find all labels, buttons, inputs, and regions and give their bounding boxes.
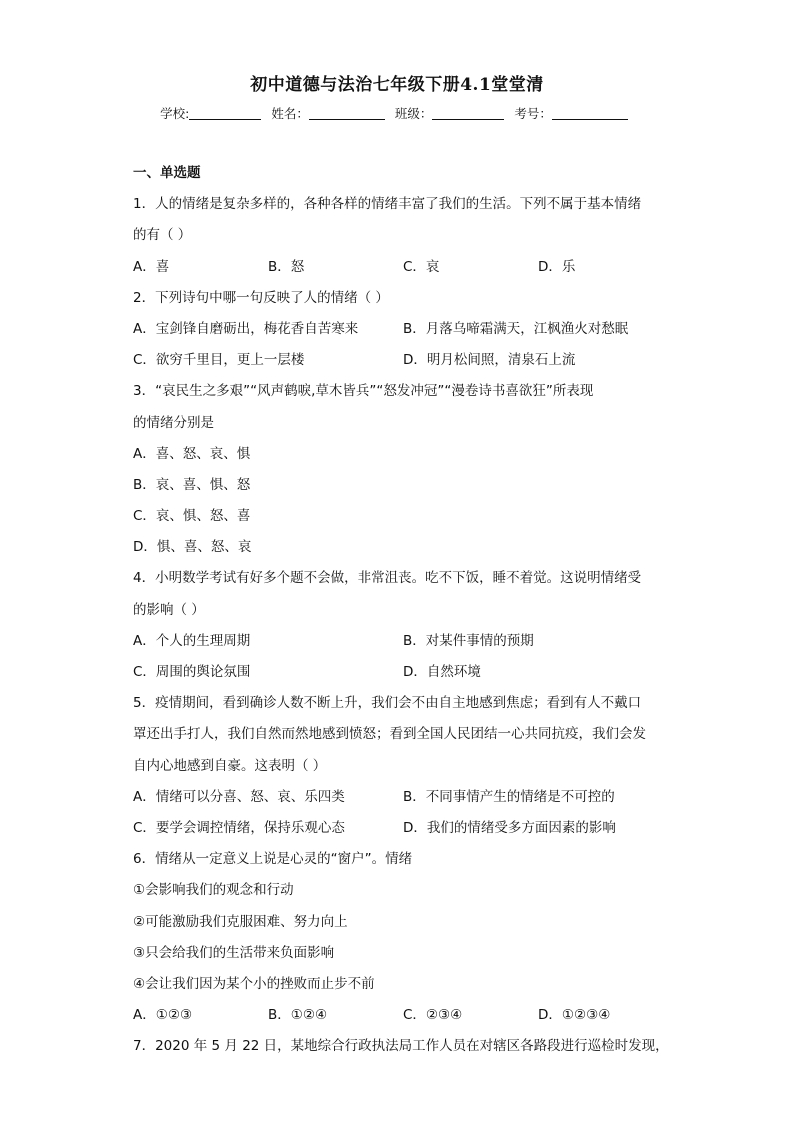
- question-1-stem-line-2: 的有（ ）: [133, 227, 192, 244]
- question-4-option-c[interactable]: C．周围的舆论氛围: [133, 664, 251, 680]
- question-2-option-a[interactable]: A．宝剑锋自磨砺出，梅花香自苦寒来: [133, 320, 359, 337]
- question-6-statement-4: ④会让我们因为某个小的挫败而止步不前: [133, 975, 375, 992]
- question-6-option-a[interactable]: A．①②③: [133, 1007, 193, 1024]
- question-1-option-d[interactable]: D．乐: [538, 258, 576, 275]
- question-4-stem-line-2: 的影响（ ）: [133, 601, 205, 618]
- question-5-options-row-2: [133, 813, 673, 844]
- school-blank[interactable]: [189, 106, 261, 120]
- question-2-option-d[interactable]: D．明月松间照，清泉石上流: [403, 352, 576, 369]
- question-6-options: [133, 1000, 673, 1031]
- question-5-option-b[interactable]: B．不同事情产生的情绪是不可控的: [403, 788, 615, 805]
- question-4-stem-line-1: 4．小明数学考试有好多个题不会做，非常沮丧。吃不下饭，睡不着觉。这说明情绪受: [133, 570, 642, 587]
- name-blank[interactable]: [309, 106, 385, 120]
- question-3-stem-line-2: 的情绪分别是: [133, 414, 214, 431]
- number-label: 考号：: [514, 106, 552, 121]
- name-label: 姓名：: [271, 106, 309, 121]
- question-5-option-d[interactable]: D．我们的情绪受多方面因素的影响: [403, 819, 616, 836]
- question-5-option-a[interactable]: A．情绪可以分喜、怒、哀、乐四类: [133, 788, 345, 805]
- school-label: 学校:: [160, 106, 190, 121]
- question-7-stem-line-1: 7．2020 年 5 月 22 日，某地综合行政执法局工作人员在对辖区各路段进行巡检时发现，: [133, 1038, 669, 1055]
- question-1-option-b[interactable]: B．怒: [268, 258, 305, 275]
- question-3-option-a[interactable]: A．喜、怒、哀、惧: [133, 445, 251, 462]
- class-blank[interactable]: [432, 106, 504, 120]
- class-label: 班级：: [394, 106, 433, 121]
- question-5-options-row-1: [133, 782, 673, 813]
- question-2-stem: 2．下列诗句中哪一句反映了人的情绪（ ）: [133, 289, 389, 306]
- question-1-options: [133, 252, 673, 283]
- student-info-line: [0, 104, 794, 122]
- question-5-stem-line-3: 自内心地感到自豪。这表明（ ）: [133, 757, 327, 774]
- question-5-stem-line-2: 罩还出手打人，我们自然而然地感到愤怒；看到全国人民团结一心共同抗疫，我们会发: [133, 726, 646, 743]
- section-title: 一、单选题: [133, 165, 201, 181]
- question-3-option-b[interactable]: B．哀、喜、惧、怒: [133, 476, 251, 493]
- question-1-option-a[interactable]: A．喜: [133, 258, 170, 275]
- question-6-stem: 6．情绪从一定意义上说是心灵的“窗户”。情绪: [133, 851, 413, 868]
- question-6-statement-3: ③只会给我们的生活带来负面影响: [133, 944, 335, 961]
- question-6-option-c[interactable]: C．②③④: [403, 1007, 463, 1024]
- question-4-options-row-1: [133, 626, 673, 657]
- question-4-option-b[interactable]: B．对某件事情的预期: [403, 632, 534, 649]
- question-4-options-row-2: [133, 657, 673, 688]
- question-2-options-row-2: [133, 345, 673, 376]
- question-3-option-c[interactable]: C．哀、惧、怒、喜: [133, 508, 251, 525]
- question-5-option-c[interactable]: C．要学会调控情绪，保持乐观心态: [133, 819, 345, 836]
- question-1-stem-line-1: 1．人的情绪是复杂多样的，各种各样的情绪丰富了我们的生活。下列不属于基本情绪: [133, 196, 642, 213]
- question-4-option-a[interactable]: A．个人的生理周期: [133, 632, 251, 649]
- question-3-stem-line-1: 3．“哀民生之多艰”“风声鹤唳,草木皆兵”“怒发冲冠”“漫卷诗书喜欲狂”所表现: [133, 383, 594, 400]
- question-2-options-row-1: [133, 314, 673, 345]
- page-title: 初中道德与法治七年级下册4.1堂堂清: [250, 75, 544, 95]
- question-1-option-c[interactable]: C．哀: [403, 258, 440, 275]
- question-3-option-d[interactable]: D．惧、喜、怒、哀: [133, 539, 252, 556]
- question-6-option-d[interactable]: D．①②③④: [538, 1007, 611, 1024]
- question-6-option-b[interactable]: B．①②④: [268, 1007, 328, 1024]
- question-2-option-c[interactable]: C．欲穷千里目，更上一层楼: [133, 352, 305, 369]
- question-4-option-d[interactable]: D．自然环境: [403, 664, 481, 680]
- question-list: [133, 158, 673, 1062]
- question-5-stem-line-1: 5．疫情期间，看到确诊人数不断上升，我们会不由自主地感到焦虑；看到有人不戴口: [133, 695, 642, 712]
- question-2-option-b[interactable]: B．月落乌啼霜满天，江枫渔火对愁眠: [403, 320, 629, 337]
- question-6-statement-1: ①会影响我们的观念和行动: [133, 882, 294, 899]
- question-6-statement-2: ②可能激励我们克服困难、努力向上: [133, 913, 348, 930]
- number-blank[interactable]: [552, 106, 628, 120]
